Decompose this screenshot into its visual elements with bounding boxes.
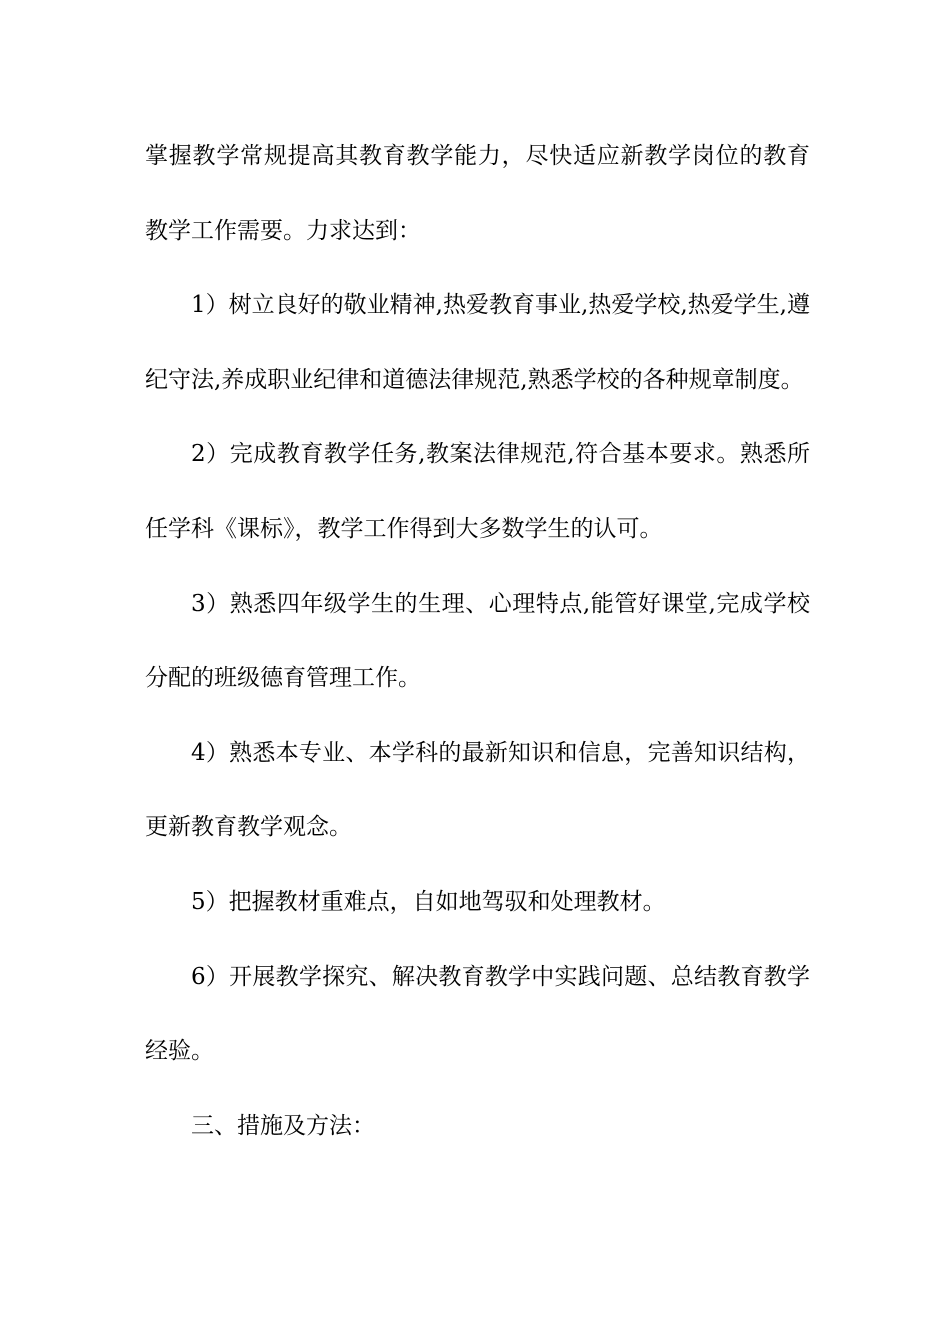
section-heading-measures: 三、措施及方法：	[191, 1112, 375, 1139]
paragraph-intro-continuation: 掌握教学常规提高其教育教学能力，尽快适应新教学岗位的教育教学工作需要。力求达到：	[145, 143, 810, 244]
document-body	[145, 119, 810, 1163]
paragraph-goal-6: 6）开展教学探究、解决教育教学中实践问题、总结教育教学经验。	[145, 963, 810, 1065]
paragraph-goal-1: 1）树立良好的敬业精神,热爱教育事业,热爱学校,热爱学生,遵纪守法,养成职业纪律和道德法律规范,熟悉学校的各种规章制度。	[145, 292, 810, 393]
paragraph-goal-2: 2）完成教育教学任务,教案法律规范,符合基本要求。熟悉所任学科《课标》，教学工作得到大多数学生的认可。	[145, 441, 810, 542]
paragraph-goal-4: 4）熟悉本专业、本学科的最新知识和信息，完善知识结构，更新教育教学观念。	[145, 739, 810, 841]
paragraph-goal-5: 5）把握教材重难点，自如地驾驭和处理教材。	[191, 888, 666, 915]
paragraph-goal-3: 3）熟悉四年级学生的生理、心理特点,能管好课堂,完成学校分配的班级德育管理工作。	[145, 590, 810, 692]
